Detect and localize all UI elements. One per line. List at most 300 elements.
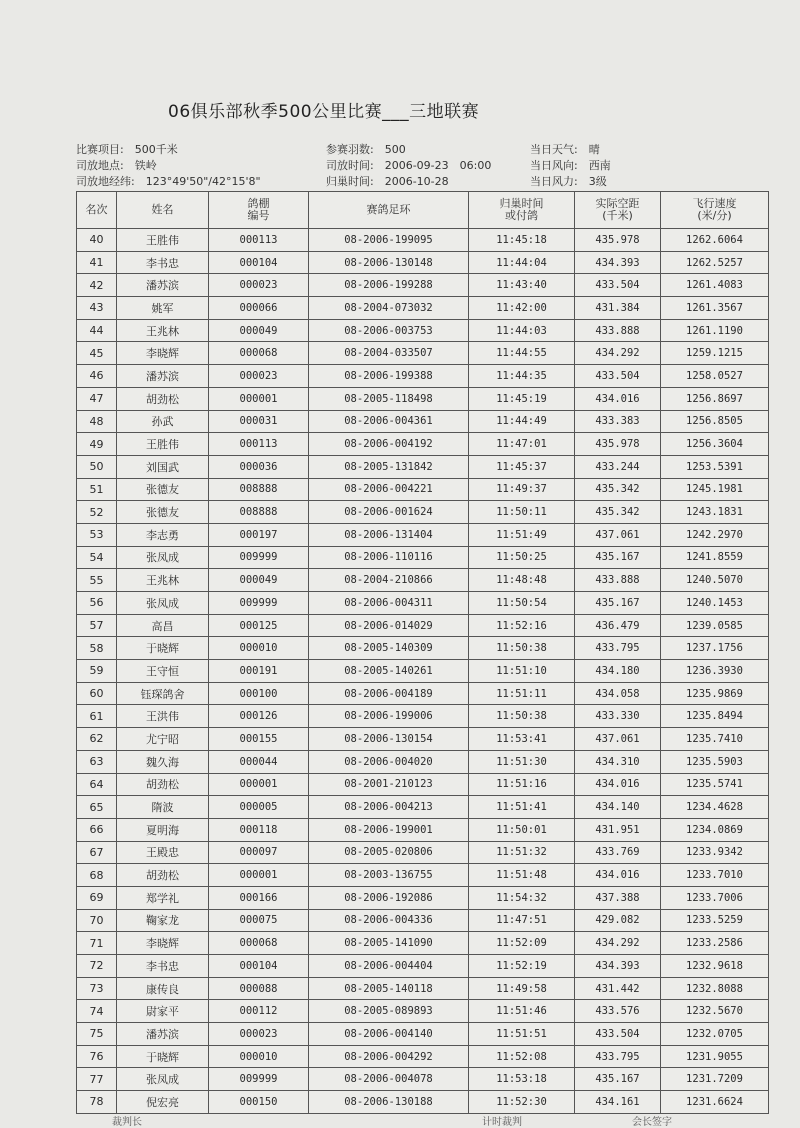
ring-cell: 08-2006-004189 xyxy=(309,682,469,705)
name-cell: 胡劲松 xyxy=(117,387,209,410)
speed-cell: 1242.2970 xyxy=(661,523,769,546)
info-release-place: 司放地点: 铁岭 xyxy=(76,159,157,172)
table-row xyxy=(77,297,769,320)
name-cell: 张德友 xyxy=(117,501,209,524)
ring-cell: 08-2006-004078 xyxy=(309,1068,469,1091)
footer-referee: 裁判长 xyxy=(112,1117,142,1128)
name-cell: 倪宏亮 xyxy=(117,1091,209,1114)
distance-cell: 433.888 xyxy=(575,569,661,592)
ring-cell: 08-2003-136755 xyxy=(309,864,469,887)
loft-cell: 000097 xyxy=(209,841,309,864)
ring-cell: 08-2006-199001 xyxy=(309,818,469,841)
name-cell: 李书忠 xyxy=(117,251,209,274)
loft-cell: 000197 xyxy=(209,523,309,546)
rank-cell: 70 xyxy=(77,909,117,932)
speed-cell: 1235.7410 xyxy=(661,728,769,751)
time-cell: 11:52:16 xyxy=(469,614,575,637)
distance-cell: 434.292 xyxy=(575,342,661,365)
loft-cell: 000001 xyxy=(209,864,309,887)
distance-cell: 435.978 xyxy=(575,433,661,456)
name-cell: 尉家平 xyxy=(117,1000,209,1023)
rank-cell: 52 xyxy=(77,501,117,524)
header-distance: 实际空距 (千米) xyxy=(575,192,661,229)
ring-cell: 08-2006-130154 xyxy=(309,728,469,751)
distance-cell: 435.342 xyxy=(575,478,661,501)
header-loft-number: 鸽棚 编号 xyxy=(209,192,309,229)
ring-cell: 08-2005-020806 xyxy=(309,841,469,864)
time-cell: 11:51:11 xyxy=(469,682,575,705)
rank-cell: 61 xyxy=(77,705,117,728)
table-row xyxy=(77,592,769,615)
rank-cell: 53 xyxy=(77,523,117,546)
time-cell: 11:52:09 xyxy=(469,932,575,955)
time-cell: 11:51:32 xyxy=(469,841,575,864)
distance-cell: 434.161 xyxy=(575,1091,661,1114)
loft-cell: 000001 xyxy=(209,773,309,796)
speed-cell: 1235.8494 xyxy=(661,705,769,728)
table-row xyxy=(77,818,769,841)
distance-cell: 435.167 xyxy=(575,592,661,615)
header-ring-number: 赛鸽足环 xyxy=(309,192,469,229)
name-cell: 王胜伟 xyxy=(117,433,209,456)
loft-cell: 000049 xyxy=(209,319,309,342)
loft-cell: 000113 xyxy=(209,229,309,252)
ring-cell: 08-2006-014029 xyxy=(309,614,469,637)
table-row xyxy=(77,614,769,637)
loft-cell: 000023 xyxy=(209,274,309,297)
rank-cell: 41 xyxy=(77,251,117,274)
loft-cell: 000066 xyxy=(209,297,309,320)
name-cell: 潘苏滨 xyxy=(117,274,209,297)
distance-cell: 434.310 xyxy=(575,750,661,773)
time-cell: 11:51:49 xyxy=(469,523,575,546)
speed-cell: 1256.8505 xyxy=(661,410,769,433)
ring-cell: 08-2005-140309 xyxy=(309,637,469,660)
ring-cell: 08-2006-004221 xyxy=(309,478,469,501)
loft-cell: 000126 xyxy=(209,705,309,728)
name-cell: 李书忠 xyxy=(117,955,209,978)
speed-cell: 1240.5070 xyxy=(661,569,769,592)
ring-cell: 08-2004-033507 xyxy=(309,342,469,365)
rank-cell: 63 xyxy=(77,750,117,773)
loft-cell: 000104 xyxy=(209,251,309,274)
name-cell: 张凤成 xyxy=(117,592,209,615)
time-cell: 11:44:03 xyxy=(469,319,575,342)
ring-cell: 08-2006-004140 xyxy=(309,1023,469,1046)
info-birds: 参赛羽数: 500 xyxy=(326,143,406,156)
rank-cell: 65 xyxy=(77,796,117,819)
ring-cell: 08-2006-001624 xyxy=(309,501,469,524)
time-cell: 11:47:01 xyxy=(469,433,575,456)
rank-cell: 43 xyxy=(77,297,117,320)
distance-cell: 434.292 xyxy=(575,932,661,955)
table-row xyxy=(77,841,769,864)
table-row xyxy=(77,1091,769,1114)
table-row xyxy=(77,660,769,683)
loft-cell: 000005 xyxy=(209,796,309,819)
speed-cell: 1233.7010 xyxy=(661,864,769,887)
info-wind-force: 当日风力: 3级 xyxy=(530,175,607,188)
rank-cell: 73 xyxy=(77,977,117,1000)
time-cell: 11:52:19 xyxy=(469,955,575,978)
ring-cell: 08-2006-199095 xyxy=(309,229,469,252)
name-cell: 张德友 xyxy=(117,478,209,501)
name-cell: 刘国武 xyxy=(117,455,209,478)
rank-cell: 69 xyxy=(77,886,117,909)
speed-cell: 1233.9342 xyxy=(661,841,769,864)
speed-cell: 1258.0527 xyxy=(661,365,769,388)
loft-cell: 000044 xyxy=(209,750,309,773)
loft-cell: 008888 xyxy=(209,501,309,524)
loft-cell: 000104 xyxy=(209,955,309,978)
ring-cell: 08-2006-004292 xyxy=(309,1045,469,1068)
distance-cell: 435.342 xyxy=(575,501,661,524)
header-name: 姓名 xyxy=(117,192,209,229)
rank-cell: 40 xyxy=(77,229,117,252)
distance-cell: 433.576 xyxy=(575,1000,661,1023)
distance-cell: 434.393 xyxy=(575,955,661,978)
ring-cell: 08-2004-210866 xyxy=(309,569,469,592)
footer-timer: 计时裁判 xyxy=(482,1117,522,1128)
rank-cell: 57 xyxy=(77,614,117,637)
name-cell: 于晓辉 xyxy=(117,637,209,660)
rank-cell: 58 xyxy=(77,637,117,660)
info-wind-direction: 当日风向: 西南 xyxy=(530,159,611,172)
header-rank: 名次 xyxy=(77,192,117,229)
loft-cell: 000150 xyxy=(209,1091,309,1114)
time-cell: 11:42:00 xyxy=(469,297,575,320)
table-row xyxy=(77,1023,769,1046)
table-row xyxy=(77,728,769,751)
rank-cell: 42 xyxy=(77,274,117,297)
rank-cell: 64 xyxy=(77,773,117,796)
time-cell: 11:53:41 xyxy=(469,728,575,751)
info-coordinates: 司放地经纬: 123°49'50"/42°15'8" xyxy=(76,175,261,188)
table-row xyxy=(77,932,769,955)
table-row xyxy=(77,387,769,410)
ring-cell: 08-2006-004192 xyxy=(309,433,469,456)
name-cell: 隋波 xyxy=(117,796,209,819)
time-cell: 11:44:49 xyxy=(469,410,575,433)
name-cell: 夏明海 xyxy=(117,818,209,841)
table-row xyxy=(77,501,769,524)
ring-cell: 08-2005-089893 xyxy=(309,1000,469,1023)
time-cell: 11:50:01 xyxy=(469,818,575,841)
loft-cell: 000166 xyxy=(209,886,309,909)
time-cell: 11:50:38 xyxy=(469,705,575,728)
distance-cell: 433.504 xyxy=(575,1023,661,1046)
loft-cell: 000191 xyxy=(209,660,309,683)
ring-cell: 08-2006-130188 xyxy=(309,1091,469,1114)
rank-cell: 59 xyxy=(77,660,117,683)
ring-cell: 08-2006-199006 xyxy=(309,705,469,728)
distance-cell: 433.330 xyxy=(575,705,661,728)
time-cell: 11:44:04 xyxy=(469,251,575,274)
distance-cell: 434.140 xyxy=(575,796,661,819)
name-cell: 潘苏滨 xyxy=(117,1023,209,1046)
rank-cell: 74 xyxy=(77,1000,117,1023)
name-cell: 潘苏滨 xyxy=(117,365,209,388)
loft-cell: 000068 xyxy=(209,932,309,955)
table-row xyxy=(77,796,769,819)
ring-cell: 08-2006-004213 xyxy=(309,796,469,819)
loft-cell: 000023 xyxy=(209,365,309,388)
time-cell: 11:43:40 xyxy=(469,274,575,297)
distance-cell: 433.504 xyxy=(575,274,661,297)
speed-cell: 1253.5391 xyxy=(661,455,769,478)
table-row xyxy=(77,864,769,887)
loft-cell: 000155 xyxy=(209,728,309,751)
name-cell: 李志勇 xyxy=(117,523,209,546)
table-header-row xyxy=(77,192,769,229)
speed-cell: 1234.0869 xyxy=(661,818,769,841)
distance-cell: 434.058 xyxy=(575,682,661,705)
table-row xyxy=(77,455,769,478)
distance-cell: 433.244 xyxy=(575,455,661,478)
info-weather: 当日天气: 晴 xyxy=(530,143,600,156)
speed-cell: 1237.1756 xyxy=(661,637,769,660)
table-row xyxy=(77,229,769,252)
table-row xyxy=(77,546,769,569)
loft-cell: 000125 xyxy=(209,614,309,637)
name-cell: 张凤成 xyxy=(117,546,209,569)
distance-cell: 431.442 xyxy=(575,977,661,1000)
speed-cell: 1231.6624 xyxy=(661,1091,769,1114)
distance-cell: 431.384 xyxy=(575,297,661,320)
time-cell: 11:50:25 xyxy=(469,546,575,569)
speed-cell: 1259.1215 xyxy=(661,342,769,365)
name-cell: 魏久海 xyxy=(117,750,209,773)
ring-cell: 08-2001-210123 xyxy=(309,773,469,796)
time-cell: 11:51:30 xyxy=(469,750,575,773)
distance-cell: 435.978 xyxy=(575,229,661,252)
ring-cell: 08-2006-003753 xyxy=(309,319,469,342)
distance-cell: 433.795 xyxy=(575,637,661,660)
table-row xyxy=(77,1000,769,1023)
speed-cell: 1239.0585 xyxy=(661,614,769,637)
speed-cell: 1233.7006 xyxy=(661,886,769,909)
speed-cell: 1234.4628 xyxy=(661,796,769,819)
name-cell: 王洪伟 xyxy=(117,705,209,728)
name-cell: 胡劲松 xyxy=(117,773,209,796)
time-cell: 11:54:32 xyxy=(469,886,575,909)
table-row xyxy=(77,705,769,728)
name-cell: 李晓辉 xyxy=(117,932,209,955)
ring-cell: 08-2005-140118 xyxy=(309,977,469,1000)
table-row xyxy=(77,955,769,978)
loft-cell: 000118 xyxy=(209,818,309,841)
rank-cell: 76 xyxy=(77,1045,117,1068)
table-row xyxy=(77,523,769,546)
time-cell: 11:49:37 xyxy=(469,478,575,501)
table-row xyxy=(77,637,769,660)
speed-cell: 1243.1831 xyxy=(661,501,769,524)
speed-cell: 1231.7209 xyxy=(661,1068,769,1091)
time-cell: 11:45:19 xyxy=(469,387,575,410)
distance-cell: 434.016 xyxy=(575,773,661,796)
loft-cell: 009999 xyxy=(209,592,309,615)
name-cell: 张凤成 xyxy=(117,1068,209,1091)
rank-cell: 46 xyxy=(77,365,117,388)
name-cell: 王殿忠 xyxy=(117,841,209,864)
loft-cell: 000031 xyxy=(209,410,309,433)
table-row xyxy=(77,750,769,773)
ring-cell: 08-2005-141090 xyxy=(309,932,469,955)
header-speed: 飞行速度 (米/分) xyxy=(661,192,769,229)
table-row xyxy=(77,478,769,501)
speed-cell: 1256.8697 xyxy=(661,387,769,410)
ring-cell: 08-2006-004361 xyxy=(309,410,469,433)
name-cell: 康传良 xyxy=(117,977,209,1000)
table-row xyxy=(77,433,769,456)
speed-cell: 1261.3567 xyxy=(661,297,769,320)
time-cell: 11:51:46 xyxy=(469,1000,575,1023)
loft-cell: 008888 xyxy=(209,478,309,501)
loft-cell: 000023 xyxy=(209,1023,309,1046)
loft-cell: 009999 xyxy=(209,546,309,569)
rank-cell: 78 xyxy=(77,1091,117,1114)
time-cell: 11:51:10 xyxy=(469,660,575,683)
distance-cell: 434.016 xyxy=(575,864,661,887)
info-project: 比赛项目: 500千米 xyxy=(76,143,178,156)
name-cell: 王守恒 xyxy=(117,660,209,683)
rank-cell: 44 xyxy=(77,319,117,342)
speed-cell: 1261.4083 xyxy=(661,274,769,297)
table-row xyxy=(77,773,769,796)
footer-president: 会长签字 xyxy=(632,1117,672,1128)
time-cell: 11:51:48 xyxy=(469,864,575,887)
name-cell: 于晓辉 xyxy=(117,1045,209,1068)
speed-cell: 1232.8088 xyxy=(661,977,769,1000)
ring-cell: 08-2004-073032 xyxy=(309,297,469,320)
speed-cell: 1256.3604 xyxy=(661,433,769,456)
table-row xyxy=(77,569,769,592)
loft-cell: 000001 xyxy=(209,387,309,410)
speed-cell: 1241.8559 xyxy=(661,546,769,569)
table-row xyxy=(77,682,769,705)
table-row xyxy=(77,342,769,365)
time-cell: 11:52:08 xyxy=(469,1045,575,1068)
time-cell: 11:53:18 xyxy=(469,1068,575,1091)
speed-cell: 1231.9055 xyxy=(661,1045,769,1068)
ring-cell: 08-2006-199388 xyxy=(309,365,469,388)
distance-cell: 435.167 xyxy=(575,546,661,569)
time-cell: 11:50:38 xyxy=(469,637,575,660)
table-row xyxy=(77,365,769,388)
speed-cell: 1261.1190 xyxy=(661,319,769,342)
ring-cell: 08-2006-192086 xyxy=(309,886,469,909)
header-return-time: 归巢时间 或付鸽 xyxy=(469,192,575,229)
rank-cell: 54 xyxy=(77,546,117,569)
rank-cell: 49 xyxy=(77,433,117,456)
ring-cell: 08-2006-004336 xyxy=(309,909,469,932)
rank-cell: 48 xyxy=(77,410,117,433)
name-cell: 王兆林 xyxy=(117,569,209,592)
distance-cell: 433.795 xyxy=(575,1045,661,1068)
table-row xyxy=(77,1068,769,1091)
distance-cell: 436.479 xyxy=(575,614,661,637)
rank-cell: 47 xyxy=(77,387,117,410)
speed-cell: 1235.5903 xyxy=(661,750,769,773)
rank-cell: 50 xyxy=(77,455,117,478)
name-cell: 尤宁昭 xyxy=(117,728,209,751)
page-title: 06俱乐部秋季500公里比赛___三地联赛 xyxy=(168,102,480,122)
distance-cell: 434.180 xyxy=(575,660,661,683)
table-row xyxy=(77,886,769,909)
table-row xyxy=(77,909,769,932)
loft-cell: 000036 xyxy=(209,455,309,478)
time-cell: 11:48:48 xyxy=(469,569,575,592)
ring-cell: 08-2006-131404 xyxy=(309,523,469,546)
loft-cell: 000075 xyxy=(209,909,309,932)
rank-cell: 68 xyxy=(77,864,117,887)
ring-cell: 08-2006-004020 xyxy=(309,750,469,773)
time-cell: 11:51:41 xyxy=(469,796,575,819)
time-cell: 11:51:51 xyxy=(469,1023,575,1046)
speed-cell: 1233.5259 xyxy=(661,909,769,932)
rank-cell: 56 xyxy=(77,592,117,615)
distance-cell: 437.061 xyxy=(575,728,661,751)
distance-cell: 433.888 xyxy=(575,319,661,342)
time-cell: 11:52:30 xyxy=(469,1091,575,1114)
speed-cell: 1235.9869 xyxy=(661,682,769,705)
name-cell: 王胜伟 xyxy=(117,229,209,252)
loft-cell: 000100 xyxy=(209,682,309,705)
time-cell: 11:47:51 xyxy=(469,909,575,932)
time-cell: 11:44:35 xyxy=(469,365,575,388)
ring-cell: 08-2006-130148 xyxy=(309,251,469,274)
name-cell: 姚军 xyxy=(117,297,209,320)
name-cell: 钰琛鸽舍 xyxy=(117,682,209,705)
ring-cell: 08-2006-110116 xyxy=(309,546,469,569)
table-row xyxy=(77,1045,769,1068)
speed-cell: 1232.5670 xyxy=(661,1000,769,1023)
loft-cell: 000010 xyxy=(209,637,309,660)
rank-cell: 67 xyxy=(77,841,117,864)
table-row xyxy=(77,319,769,342)
rank-cell: 71 xyxy=(77,932,117,955)
time-cell: 11:45:37 xyxy=(469,455,575,478)
speed-cell: 1245.1981 xyxy=(661,478,769,501)
distance-cell: 437.061 xyxy=(575,523,661,546)
rank-cell: 45 xyxy=(77,342,117,365)
speed-cell: 1233.2586 xyxy=(661,932,769,955)
speed-cell: 1232.9618 xyxy=(661,955,769,978)
name-cell: 郑学礼 xyxy=(117,886,209,909)
ring-cell: 08-2005-118498 xyxy=(309,387,469,410)
rank-cell: 77 xyxy=(77,1068,117,1091)
distance-cell: 431.951 xyxy=(575,818,661,841)
rank-cell: 51 xyxy=(77,478,117,501)
time-cell: 11:45:18 xyxy=(469,229,575,252)
name-cell: 鞠家龙 xyxy=(117,909,209,932)
distance-cell: 434.016 xyxy=(575,387,661,410)
distance-cell: 433.769 xyxy=(575,841,661,864)
table-row xyxy=(77,977,769,1000)
time-cell: 11:50:11 xyxy=(469,501,575,524)
speed-cell: 1262.5257 xyxy=(661,251,769,274)
ring-cell: 08-2005-140261 xyxy=(309,660,469,683)
speed-cell: 1240.1453 xyxy=(661,592,769,615)
speed-cell: 1235.5741 xyxy=(661,773,769,796)
distance-cell: 434.393 xyxy=(575,251,661,274)
ring-cell: 08-2006-199288 xyxy=(309,274,469,297)
rank-cell: 72 xyxy=(77,955,117,978)
time-cell: 11:44:55 xyxy=(469,342,575,365)
loft-cell: 009999 xyxy=(209,1068,309,1091)
table-row xyxy=(77,274,769,297)
time-cell: 11:51:16 xyxy=(469,773,575,796)
